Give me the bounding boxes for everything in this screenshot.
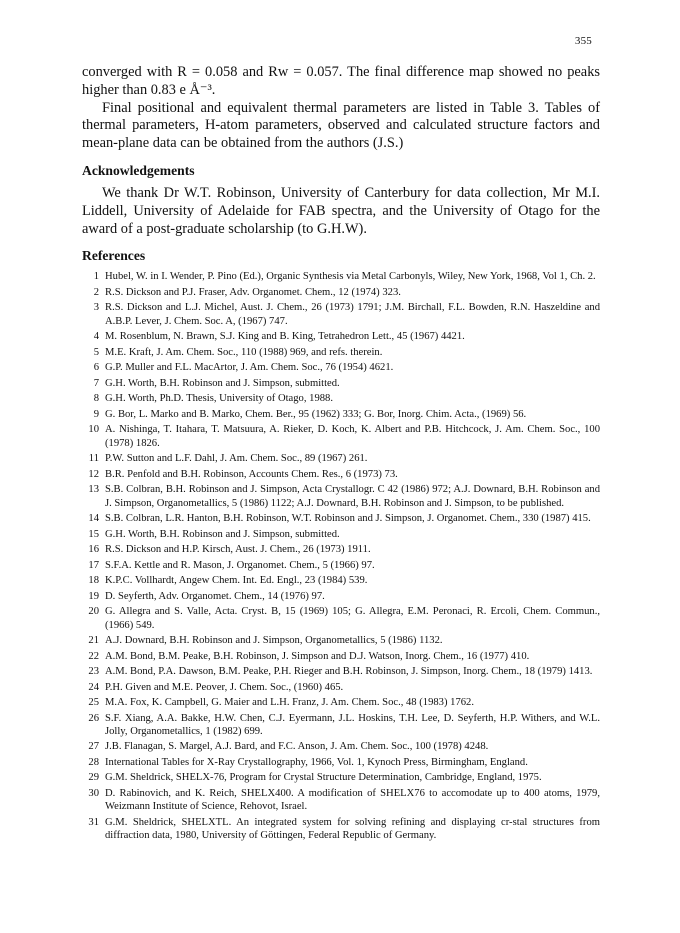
reference-item (82, 605, 600, 632)
reference-item (82, 816, 600, 843)
reference-number: 2 (93, 286, 99, 298)
reference-item (82, 301, 600, 328)
reference-item (82, 559, 600, 572)
reference-item (82, 286, 600, 299)
reference-item (82, 665, 600, 678)
reference-number: 9 (93, 408, 99, 420)
reference-item (82, 650, 600, 663)
reference-item (82, 771, 600, 784)
reference-text: A. Nishinga, T. Itahara, T. Matsuura, A. Rieker, D. Koch, K. Albert and P.B. Hitchcock, J. Am. Chem. Soc., 100 (1978) 1826. (105, 424, 600, 449)
reference-text: A.J. Downard, B.H. Robinson and J. Simpson, Organometallics, 5 (1986) 1132. (105, 635, 443, 646)
reference-item (82, 590, 600, 603)
reference-number: 26 (88, 712, 99, 724)
reference-number: 21 (88, 635, 99, 646)
reference-item (82, 423, 600, 450)
reference-text: S.B. Colbran, L.R. Hanton, B.H. Robinson, W.T. Robinson and J. Simpson, J. Organomet. Chem., 330 (1987) 415. (105, 513, 591, 525)
references-list (82, 270, 600, 842)
reference-number: 12 (88, 468, 99, 480)
reference-item (82, 696, 600, 709)
reference-item (82, 346, 600, 359)
reference-number: 28 (88, 756, 99, 768)
reference-item (82, 452, 600, 465)
reference-number: 18 (88, 575, 99, 587)
reference-text: S.F. Xiang, A.A. Bakke, H.W. Chen, C.J. Eyermann, J.L. Hoskins, T.H. Lee, D. Seyferth, H.P. Withers, and W.L. Jolly, Organometallics, 1 (1982) 699. (105, 712, 600, 737)
reference-item (82, 712, 600, 739)
reference-text: A.M. Bond, P.A. Dawson, B.M. Peake, P.H. Rieger and B.H. Robinson, J. Simpson, Inorg. Chem., 18 (1979) 1413. (105, 666, 593, 677)
reference-number: 13 (88, 484, 99, 496)
reference-item (82, 681, 600, 694)
reference-text: M.A. Fox, K. Campbell, G. Maier and L.H. Franz, J. Am. Chem. Soc., 48 (1983) 1762. (105, 697, 474, 708)
reference-text: G.M. Sheldrick, SHELXTL. An integrated system for solving refining and displaying cr-stal structures from diffraction data, 1980, University of Göttingen, Federal Republic of Germany. (105, 816, 600, 842)
reference-item (82, 634, 600, 647)
reference-text: G.H. Worth, B.H. Robinson and J. Simpson, submitted. (105, 528, 340, 540)
reference-item (82, 270, 600, 283)
reference-number: 8 (93, 393, 99, 405)
reference-number: 27 (88, 741, 99, 753)
reference-text: B.R. Penfold and B.H. Robinson, Accounts Chem. Res., 6 (1973) 73. (105, 468, 398, 480)
reference-text: J.B. Flanagan, S. Margel, A.J. Bard, and F.C. Anson, J. Am. Chem. Soc., 100 (1978) 4248. (105, 741, 489, 753)
page-content (82, 64, 600, 845)
reference-item (82, 756, 600, 769)
reference-item (82, 512, 600, 525)
reference-number: 24 (88, 681, 99, 693)
reference-item (82, 574, 600, 587)
reference-text: K.P.C. Vollhardt, Angew Chem. Int. Ed. Engl., 23 (1984) 539. (105, 575, 368, 587)
reference-number: 1 (93, 271, 99, 283)
reference-item (82, 377, 600, 390)
reference-number: 10 (88, 424, 99, 436)
reference-number: 6 (93, 362, 99, 374)
reference-text: R.S. Dickson and H.P. Kirsch, Aust. J. Chem., 26 (1973) 1911. (105, 544, 371, 556)
reference-text: G.H. Worth, B.H. Robinson and J. Simpson, submitted. (105, 377, 340, 389)
reference-item (82, 528, 600, 541)
acknowledgements-text: We thank Dr W.T. Robinson, University of Canterbury for data collection, Mr M.I. Liddell, University of Adelaide for FAB spectra, and the University of Otago for the award of a post-graduate scholarship (to G.H.W). (82, 184, 600, 237)
reference-number: 23 (88, 666, 99, 677)
reference-item (82, 483, 600, 510)
reference-text: R.S. Dickson and L.J. Michel, Aust. J. Chem., 26 (1973) 1791; J.M. Birchall, F.L. Bowden, R.N. Haszeldine and A.B.P. Lever, J. Chem. Soc. A, (1967) 747. (105, 302, 600, 327)
reference-text: G. Bor, L. Marko and B. Marko, Chem. Ber., 95 (1962) 333; G. Bor, Inorg. Chim. Acta., (1969) 56. (105, 408, 527, 420)
references-heading: References (82, 248, 146, 264)
reference-item (82, 740, 600, 753)
reference-text: S.B. Colbran, B.H. Robinson and J. Simpson, Acta Crystallogr. C 42 (1986) 972; A.J. Downard, B.H. Robinson and J. Simpson, Organometallics, 5 (1986) 1122; A.J. Downard, B.H. Robinson and J. Simpson, to be published. (105, 484, 600, 509)
reference-text: S.F.A. Kettle and R. Mason, J. Organomet. Chem., 5 (1966) 97. (105, 559, 375, 571)
reference-number: 7 (93, 377, 99, 389)
reference-text: P.W. Sutton and L.F. Dahl, J. Am. Chem. Soc., 89 (1967) 261. (105, 453, 368, 465)
reference-text: D. Rabinovich, and K. Reich, SHELX400. A modification of SHELX76 to accomodate up to 400 atoms, 1979, Weizmann Institute of Science, Rehovot, Israel. (105, 787, 600, 813)
reference-number: 19 (88, 590, 99, 602)
reference-text: M. Rosenblum, N. Brawn, S.J. King and B. King, Tetrahedron Lett., 45 (1967) 4421. (105, 331, 465, 343)
reference-item (82, 787, 600, 814)
reference-number: 3 (93, 302, 99, 314)
reference-number: 20 (88, 606, 99, 618)
reference-number: 31 (88, 816, 99, 828)
reference-text: G. Allegra and S. Valle, Acta. Cryst. B, 15 (1969) 105; G. Allegra, E.M. Peronaci, R. Ercoli, Chem. Commun., (1966) 549. (105, 606, 600, 631)
reference-text: G.P. Muller and F.L. MacArtor, J. Am. Chem. Soc., 76 (1954) 4621. (105, 362, 394, 374)
reference-text: G.M. Sheldrick, SHELX-76, Program for Crystal Structure Determination, Cambridge, England, 1975. (105, 772, 542, 784)
reference-item (82, 408, 600, 421)
reference-number: 5 (93, 346, 99, 358)
reference-number: 30 (88, 787, 99, 799)
reference-text: Hubel, W. in I. Wender, P. Pino (Ed.), Organic Synthesis via Metal Carbonyls, Wiley, New York, 1968, Vol 1, Ch. 2. (105, 271, 596, 283)
body-paragraph-continuation: converged with R = 0.058 and Rw = 0.057. The final difference map showed no peaks higher than 0.83 e Å⁻³. (82, 64, 600, 98)
reference-number: 25 (88, 697, 99, 708)
reference-text: R.S. Dickson and P.J. Fraser, Adv. Organomet. Chem., 12 (1974) 323. (105, 286, 401, 298)
reference-item (82, 361, 600, 374)
reference-text: International Tables for X-Ray Crystallography, 1966, Vol. 1, Kynoch Press, Birmingham, England. (105, 756, 528, 768)
reference-number: 15 (88, 528, 99, 540)
reference-text: M.E. Kraft, J. Am. Chem. Soc., 110 (1988) 969, and refs. therein. (105, 346, 383, 358)
reference-item (82, 330, 600, 343)
reference-number: 4 (93, 331, 99, 343)
reference-item (82, 543, 600, 556)
reference-item (82, 392, 600, 405)
body-paragraph-parameters: Final positional and equivalent thermal parameters are listed in Table 3. Tables of thermal parameters, H-atom parameters, observed and calculated structure factors and mean-plane data can be obtained from the authors (J.S.) (82, 99, 600, 152)
reference-item (82, 468, 600, 481)
reference-text: D. Seyferth, Adv. Organomet. Chem., 14 (1976) 97. (105, 590, 325, 602)
reference-number: 22 (88, 650, 99, 662)
reference-number: 29 (88, 772, 99, 784)
reference-number: 16 (88, 544, 99, 556)
page-number: 355 (574, 35, 592, 47)
reference-number: 17 (88, 559, 99, 571)
reference-text: P.H. Given and M.E. Peover, J. Chem. Soc., (1960) 465. (105, 681, 344, 693)
reference-number: 11 (88, 453, 99, 465)
reference-text: G.H. Worth, Ph.D. Thesis, University of Otago, 1988. (105, 393, 333, 405)
acknowledgements-heading: Acknowledgements (82, 162, 195, 178)
reference-text: A.M. Bond, B.M. Peake, B.H. Robinson, J. Simpson and D.J. Watson, Inorg. Chem., 16 (1977) 410. (105, 650, 530, 662)
reference-number: 14 (88, 513, 99, 525)
